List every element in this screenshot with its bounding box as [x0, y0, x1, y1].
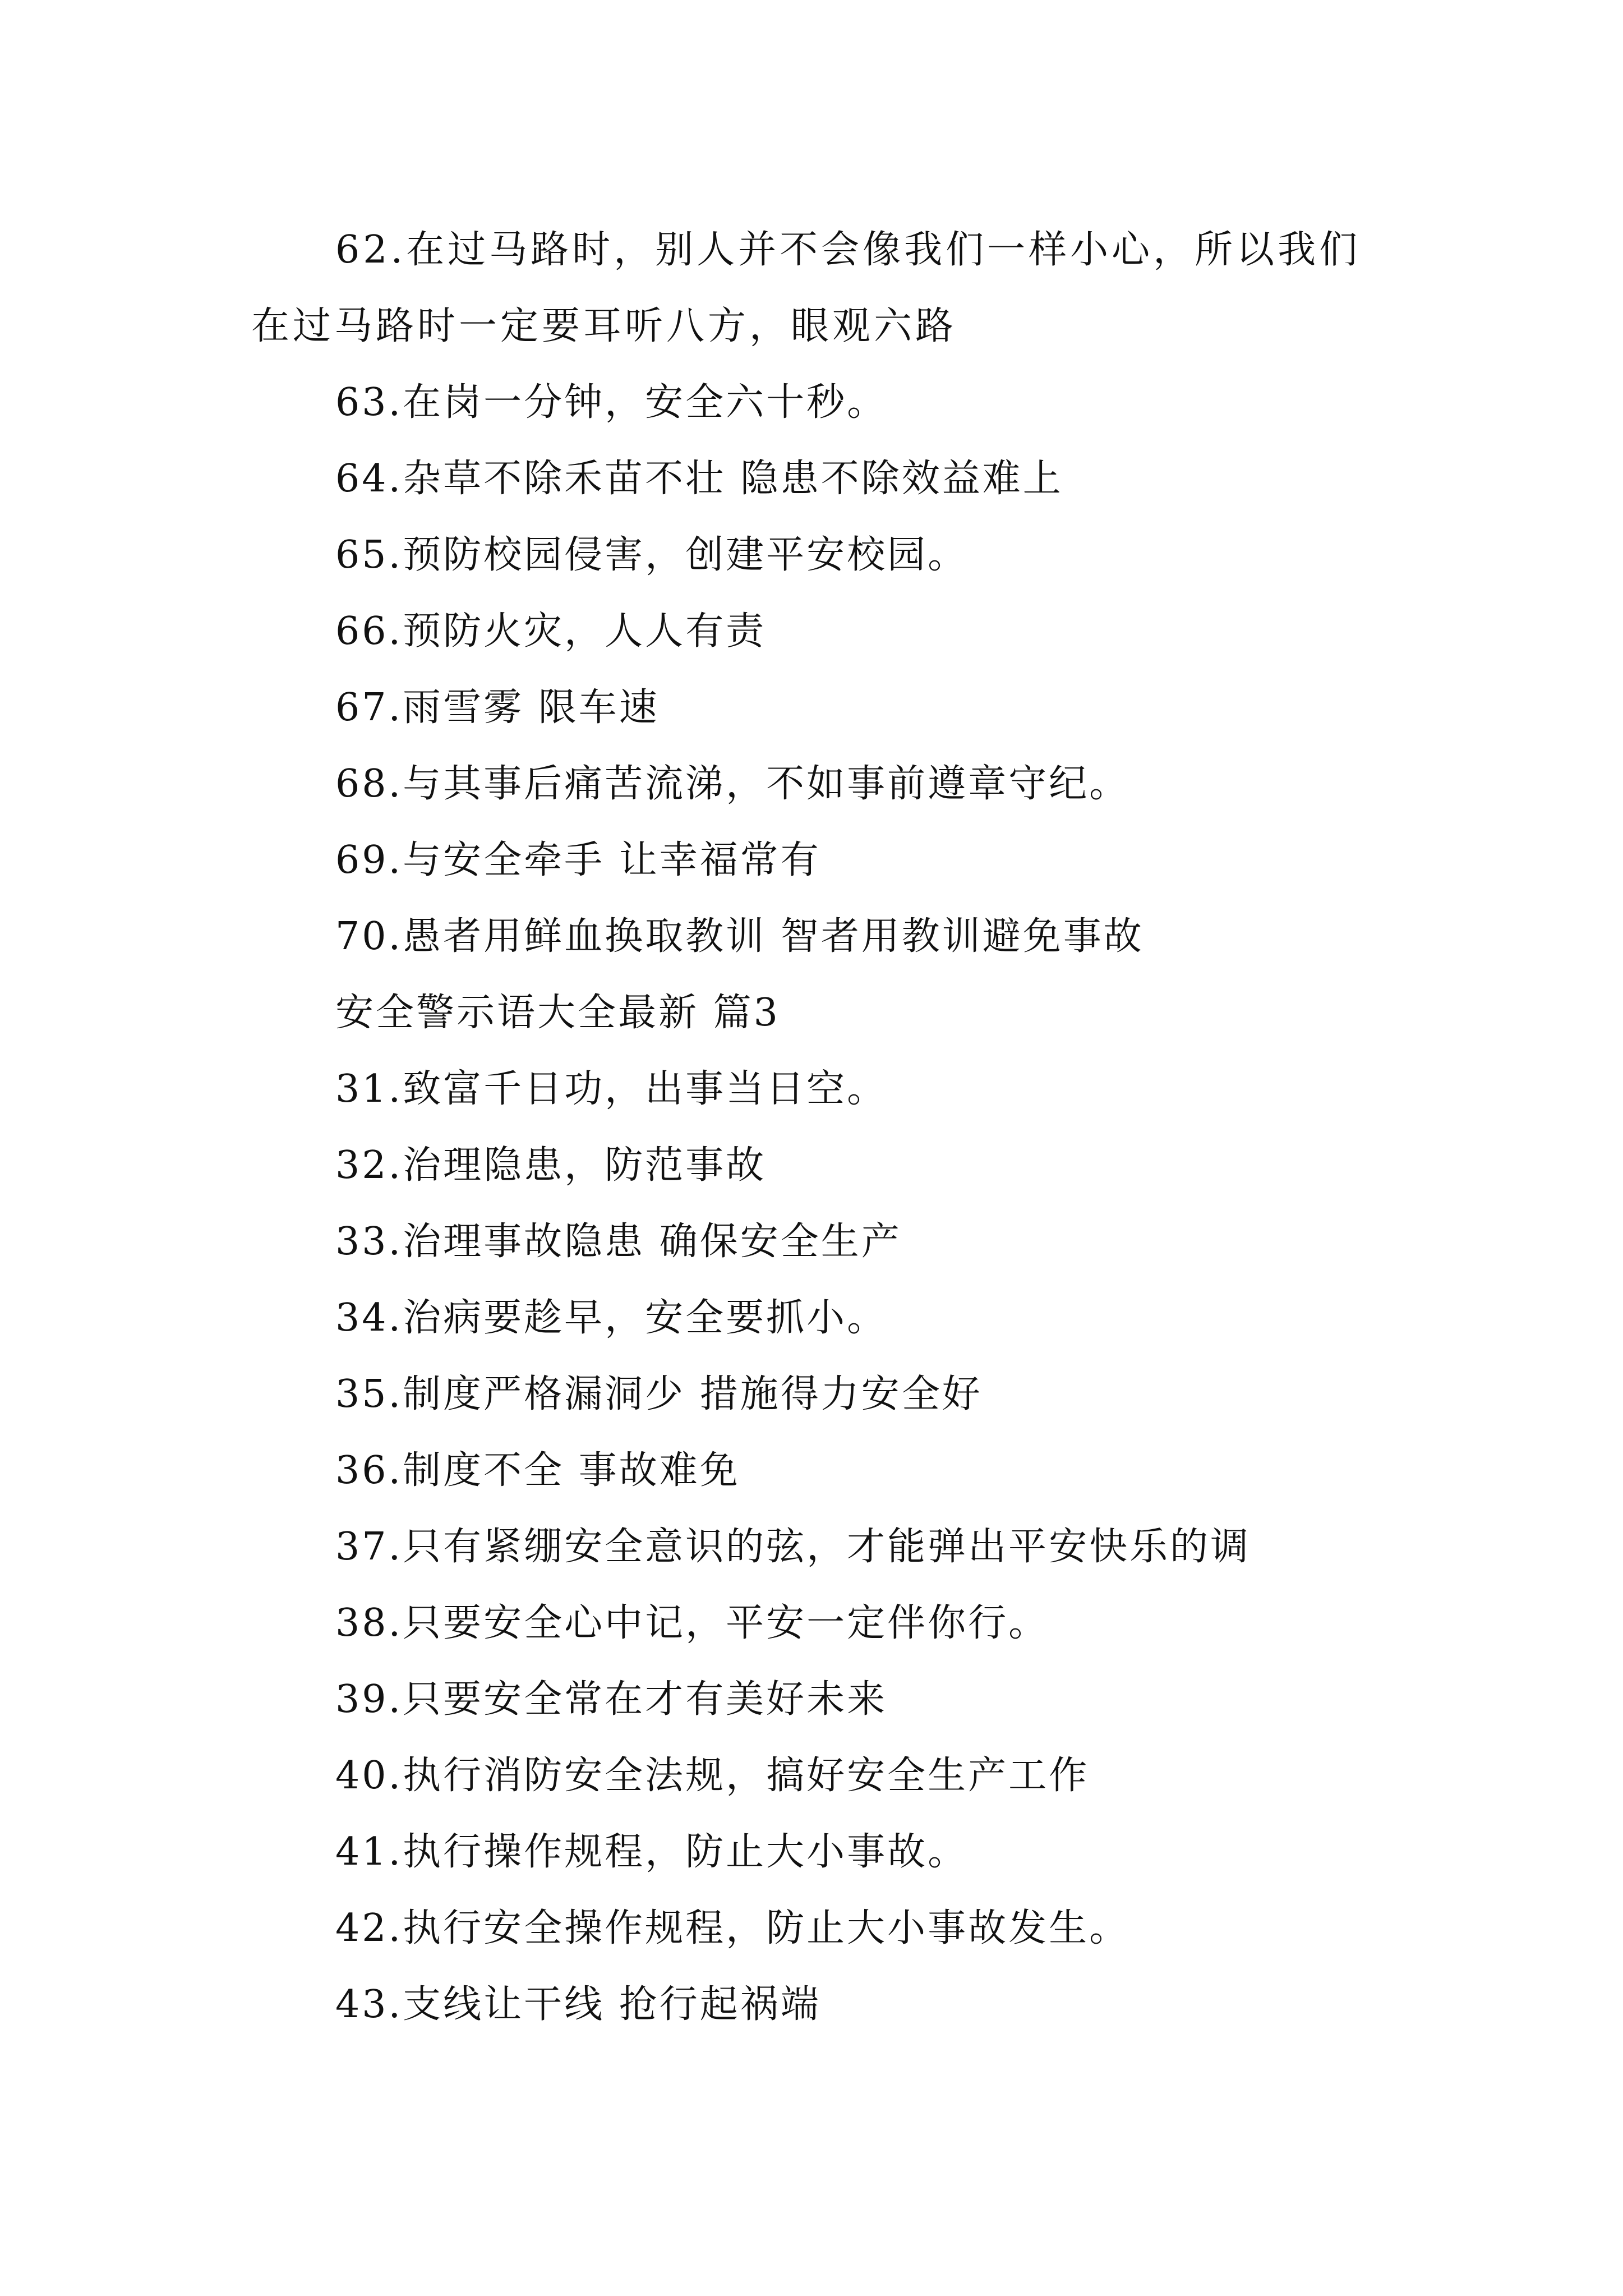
- list-item: 62.在过马路时，别人并不会像我们一样小心，所以我们在过马路时一定要耳听八方，眼观六路: [251, 228, 1361, 348]
- list-item: 67.雨雪雾 限车速: [335, 685, 660, 730]
- list-item: 68.与其事后痛苦流涕，不如事前遵章守纪。: [335, 762, 1130, 806]
- list-item: 70.愚者用鲜血换取教训 智者用教训避免事故: [335, 914, 1144, 959]
- list-item: 63.在岗一分钟，安全六十秒。: [335, 380, 888, 425]
- list-item: 42.执行安全操作规程，防止大小事故发生。: [335, 1906, 1130, 1950]
- list-item: 34.治病要趁早，安全要抓小。: [335, 1296, 888, 1340]
- list-item: 35.制度严格漏洞少 措施得力安全好: [335, 1372, 983, 1416]
- list-item: 39.只要安全常在才有美好未来: [335, 1677, 888, 1722]
- list-item: 38.只要安全心中记，平安一定伴你行。: [335, 1601, 1049, 1645]
- list-item: 64.杂草不除禾苗不壮 隐患不除效益难上: [335, 457, 1063, 501]
- list-item: 65.预防校园侵害，创建平安校园。: [335, 533, 969, 577]
- list-item: 69.与安全牵手 让幸福常有: [335, 838, 821, 882]
- list-item: 31.致富千日功，出事当日空。: [335, 1067, 888, 1111]
- list-item: 36.制度不全 事故难免: [335, 1448, 740, 1493]
- list-item: 43.支线让干线 抢行起祸端: [335, 1982, 821, 2027]
- list-item: 41.执行操作规程，防止大小事故。: [335, 1830, 969, 1874]
- list-item: 66.预防火灾，人人有责: [335, 609, 767, 654]
- document-body: [251, 212, 1390, 2043]
- section-heading: 安全警示语大全最新 篇3: [335, 991, 780, 1035]
- list-item: 40.执行消防安全法规，搞好安全生产工作: [335, 1754, 1090, 1798]
- list-item: 33.治理事故隐患 确保安全生产: [335, 1220, 902, 1264]
- list-item: 37.只有紧绷安全意识的弦，才能弹出平安快乐的调: [335, 1525, 1251, 1569]
- list-item: 32.治理隐患，防范事故: [335, 1143, 767, 1188]
